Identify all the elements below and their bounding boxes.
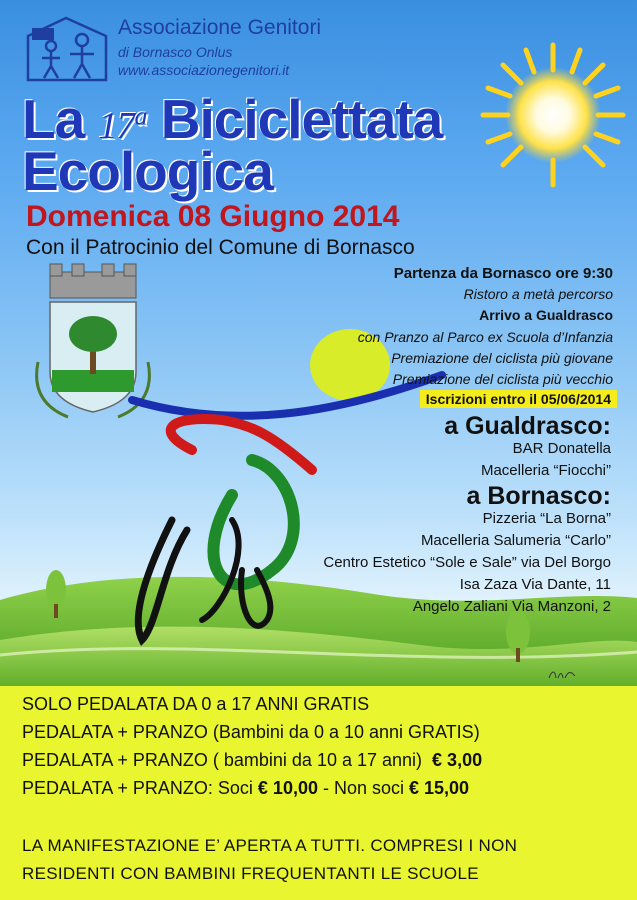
refreshment-text: Ristoro a metà percorso (463, 286, 613, 302)
price-line-1: SOLO PEDALATA DA 0 a 17 ANNI GRATIS (22, 694, 370, 714)
association-name: Associazione Genitori (118, 16, 322, 39)
footer-line-2: RESIDENTI CON BAMBINI FREQUENTANTI LE SCUOLE (22, 864, 479, 883)
award-young-text: Premiazione del ciclista più giovane (391, 350, 613, 366)
event-date: Domenica 08 Giugno 2014 (26, 200, 400, 233)
title-prefix: La (22, 88, 85, 150)
footer-line-1: LA MANIFESTAZIONE E’ APERTA A TUTTI. COMPRESI I NON (22, 836, 518, 855)
price-3-amount: € 3,00 (432, 750, 483, 770)
price-line-2: PEDALATA + PRANZO (Bambini da 0 a 10 anni GRATIS) (22, 722, 480, 742)
title-word-biciclettata: Biciclettata (160, 88, 443, 150)
location-bornasco: a Bornasco: (466, 482, 611, 510)
price-non-soci: € 15,00 (409, 778, 470, 798)
shop-item: Angelo Zaliani Via Manzoni, 2 (412, 598, 611, 615)
title-line-1 (22, 88, 443, 150)
title-word-ecologica: Ecologica (22, 140, 273, 202)
patronage-text: Con il Patrocinio del Comune di Bornasco (26, 236, 415, 259)
location-gualdrasco: a Gualdrasco: (444, 412, 611, 440)
shop-item: Macelleria Salumeria “Carlo” (420, 532, 611, 549)
departure-text: Partenza da Bornasco ore 9:30 (393, 265, 613, 282)
registration-deadline-badge: Iscrizioni entro il 05/06/2014 (420, 390, 617, 408)
shop-item: Isa Zaza Via Dante, 11 (459, 576, 611, 593)
association-logo (24, 14, 110, 84)
lunch-text: con Pranzo al Parco ex Scuola d’Infanzia (357, 329, 613, 345)
title-ordinal: 17$^a$ (98, 101, 147, 147)
shop-item: Centro Estetico “Sole e Sale” via Del Borgo (323, 554, 611, 571)
association-website[interactable]: www.associazionegenitori.it (118, 62, 290, 78)
shop-item: BAR Donatella (512, 440, 611, 457)
price-line-3: PEDALATA + PRANZO ( bambini da 10 a 17 anni) € 3,00 (22, 750, 483, 770)
artist-signature (547, 666, 577, 682)
award-old-text: Premiazione del ciclista più vecchio (392, 371, 613, 387)
price-line-4: PEDALATA + PRANZO: Soci € 10,00 - Non soci € 15,00 (22, 778, 470, 798)
sun-icon (478, 40, 628, 190)
price-soci: € 10,00 (257, 778, 318, 798)
arrival-text: Arrivo a Gualdrasco (479, 307, 613, 323)
shop-item: Macelleria “Fiocchi” (480, 462, 611, 479)
shop-item: Pizzeria “La Borna” (482, 510, 611, 527)
price-banner (0, 686, 637, 900)
association-subtitle: di Bornasco Onlus (118, 44, 233, 60)
